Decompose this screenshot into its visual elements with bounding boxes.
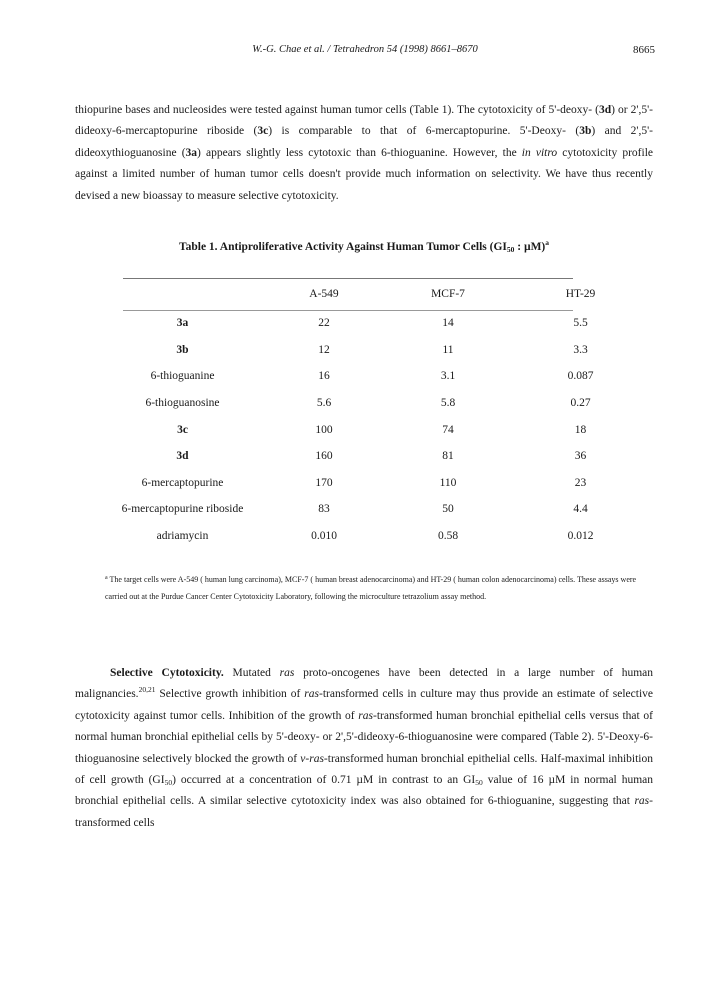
value-cell: 5.8 bbox=[440, 397, 456, 410]
value-cell: 23 bbox=[574, 476, 587, 489]
body-text: ) occurred at a concentration of 0.71 µM in contrast to an GI bbox=[172, 774, 476, 787]
table-caption bbox=[75, 238, 653, 254]
value-cell: 11 bbox=[442, 343, 454, 356]
value-cell: 0.010 bbox=[311, 530, 337, 543]
compound-cell: 3d bbox=[176, 450, 189, 463]
value-cell: 81 bbox=[442, 450, 454, 463]
table-row bbox=[95, 390, 643, 417]
table-row bbox=[95, 310, 643, 337]
value-cell: 0.27 bbox=[570, 397, 591, 410]
compound-cell: 3c bbox=[177, 423, 188, 436]
table-row bbox=[95, 337, 643, 364]
section-heading: Selective Cytotoxicity. bbox=[110, 667, 224, 679]
column-header: HT-29 bbox=[565, 288, 596, 300]
compound-ref: 3d bbox=[599, 104, 612, 116]
in-vitro-term: in vitro bbox=[521, 146, 558, 159]
caption-subscript: 50 bbox=[506, 245, 515, 254]
intro-paragraph bbox=[75, 100, 653, 207]
value-cell: 14 bbox=[442, 317, 454, 330]
value-cell: 3.3 bbox=[573, 343, 588, 356]
table-row bbox=[95, 443, 643, 470]
footnote-text: The target cells were A-549 ( human lung carcinoma), MCF-7 ( human breast adenocarcinoma) and HT-29 ( human colon adenocarcinoma) cells. These assays were carried out at the Purdue Cancer Center Cytotoxicity Laboratory, following the microculture tetrazolium assay method. bbox=[105, 575, 637, 601]
table-body bbox=[95, 310, 643, 549]
selective-cytotoxicity-paragraph bbox=[75, 663, 653, 834]
table-row bbox=[95, 496, 643, 523]
intro-text: ) or 2',5'-dideoxy-6-mercaptopurine riboside ( bbox=[75, 104, 654, 138]
table-top-rule bbox=[123, 278, 573, 279]
reference-mark: 20,21 bbox=[138, 685, 156, 695]
body-text: -transformed human bronchial epithelial cells. Half-maximal inhibition of cell growth (GI bbox=[75, 752, 653, 787]
compound-cell: adriamycin bbox=[156, 530, 209, 543]
compound-ref: 3b bbox=[579, 125, 592, 138]
value-cell: 170 bbox=[315, 476, 333, 489]
value-cell: 100 bbox=[315, 423, 333, 436]
gene-term: ras bbox=[304, 688, 319, 701]
table-row bbox=[95, 523, 643, 550]
page-header bbox=[75, 44, 655, 60]
compound-cell: 3a bbox=[176, 317, 189, 330]
compound-ref: 3a bbox=[185, 146, 198, 159]
caption-text: Table 1. Antiproliferative Activity Against Human Tumor Cells (GI bbox=[178, 241, 507, 253]
table-row bbox=[95, 363, 643, 390]
value-cell: 110 bbox=[439, 476, 457, 489]
column-header: A-549 bbox=[309, 288, 339, 300]
value-cell: 50 bbox=[442, 503, 454, 516]
body-text: -transformed human bronchial epithelial cells versus that of normal human bronchial epithelial cells by 5'-deoxy- or 2',5'-dideoxy-6-thioguanosine were compared (Table 2). 5'-Deoxy-6-thioguanosine selectively blocked the growth of bbox=[75, 709, 653, 765]
value-cell: 18 bbox=[574, 423, 587, 436]
caption-footnote-mark: a bbox=[545, 238, 550, 247]
value-cell: 160 bbox=[315, 450, 333, 463]
compound-cell: 6-mercaptopurine riboside bbox=[121, 503, 244, 516]
intro-text: cytotoxicity profile against a limited number of human tumor cells doesn't provide much information on selectivity. We have thus recently devised a new bioassay to measure selective cytotoxicity. bbox=[75, 146, 654, 202]
footnote-mark: a bbox=[105, 575, 108, 581]
gene-term: ras bbox=[634, 795, 650, 808]
caption-text: : µM) bbox=[514, 241, 546, 253]
value-cell: 16 bbox=[318, 370, 330, 383]
body-text: Selective growth inhibition of bbox=[155, 688, 305, 701]
table-header-row bbox=[95, 288, 643, 310]
gene-term: ras bbox=[279, 667, 295, 679]
column-header: MCF-7 bbox=[431, 288, 465, 300]
subscript: 50 bbox=[475, 778, 483, 788]
compound-cell: 6-thioguanosine bbox=[145, 397, 220, 410]
page-number: 8665 bbox=[633, 44, 655, 56]
gene-term: v-ras bbox=[300, 752, 324, 765]
compound-column-header bbox=[95, 288, 270, 310]
value-cell: 5.6 bbox=[316, 397, 332, 410]
intro-text: ) and 2',5'-dideoxythioguanosine ( bbox=[75, 125, 653, 159]
body-text: -transformed cells in culture may thus provide an estimate of selective cytotoxicity against tumor cells. Inhibition of the growth of bbox=[75, 688, 653, 722]
intro-text: ) appears slightly less cytotoxic than 6-thioguanine. However, the bbox=[197, 146, 522, 159]
activity-table bbox=[95, 288, 643, 549]
value-cell: 5.5 bbox=[573, 317, 588, 330]
value-cell: 83 bbox=[318, 503, 330, 516]
value-cell: 0.087 bbox=[567, 370, 594, 383]
compound-ref: 3c bbox=[257, 125, 269, 138]
table-row bbox=[95, 470, 643, 497]
value-cell: 3.1 bbox=[440, 370, 456, 383]
intro-text: thiopurine bases and nucleosides were tested against human tumor cells (Table 1). The cytotoxicity of 5'-deoxy- ( bbox=[75, 104, 599, 116]
subscript: 50 bbox=[164, 778, 173, 788]
value-cell: 0.58 bbox=[437, 530, 459, 543]
running-head: W.-G. Chae et al. / Tetrahedron 54 (1998) 8661–8670 bbox=[252, 44, 478, 55]
compound-cell: 6-thioguanine bbox=[150, 370, 215, 383]
gene-term: ras bbox=[358, 709, 373, 722]
table-row bbox=[95, 416, 643, 443]
body-text: value of 16 µM in normal human bronchial epithelial cells. A similar selective cytotoxicity index was also obtained for 6-thioguanine, suggesting that bbox=[75, 774, 653, 808]
body-text: Mutated bbox=[223, 667, 280, 679]
value-cell: 4.4 bbox=[573, 503, 588, 516]
table-footnote bbox=[105, 571, 645, 605]
body-text: proto-oncogenes have been detected in a large number of human malignancies. bbox=[75, 667, 654, 701]
value-cell: 12 bbox=[318, 343, 330, 356]
value-cell: 36 bbox=[574, 450, 587, 463]
value-cell: 74 bbox=[442, 423, 454, 436]
intro-text: ) is comparable to that of 6-mercaptopurine. 5'-Deoxy- ( bbox=[268, 125, 580, 138]
body-text: -transformed cells bbox=[75, 795, 653, 829]
compound-cell: 6-mercaptopurine bbox=[141, 476, 224, 489]
value-cell: 0.012 bbox=[567, 530, 594, 543]
compound-cell: 3b bbox=[176, 343, 189, 356]
value-cell: 22 bbox=[318, 317, 330, 330]
